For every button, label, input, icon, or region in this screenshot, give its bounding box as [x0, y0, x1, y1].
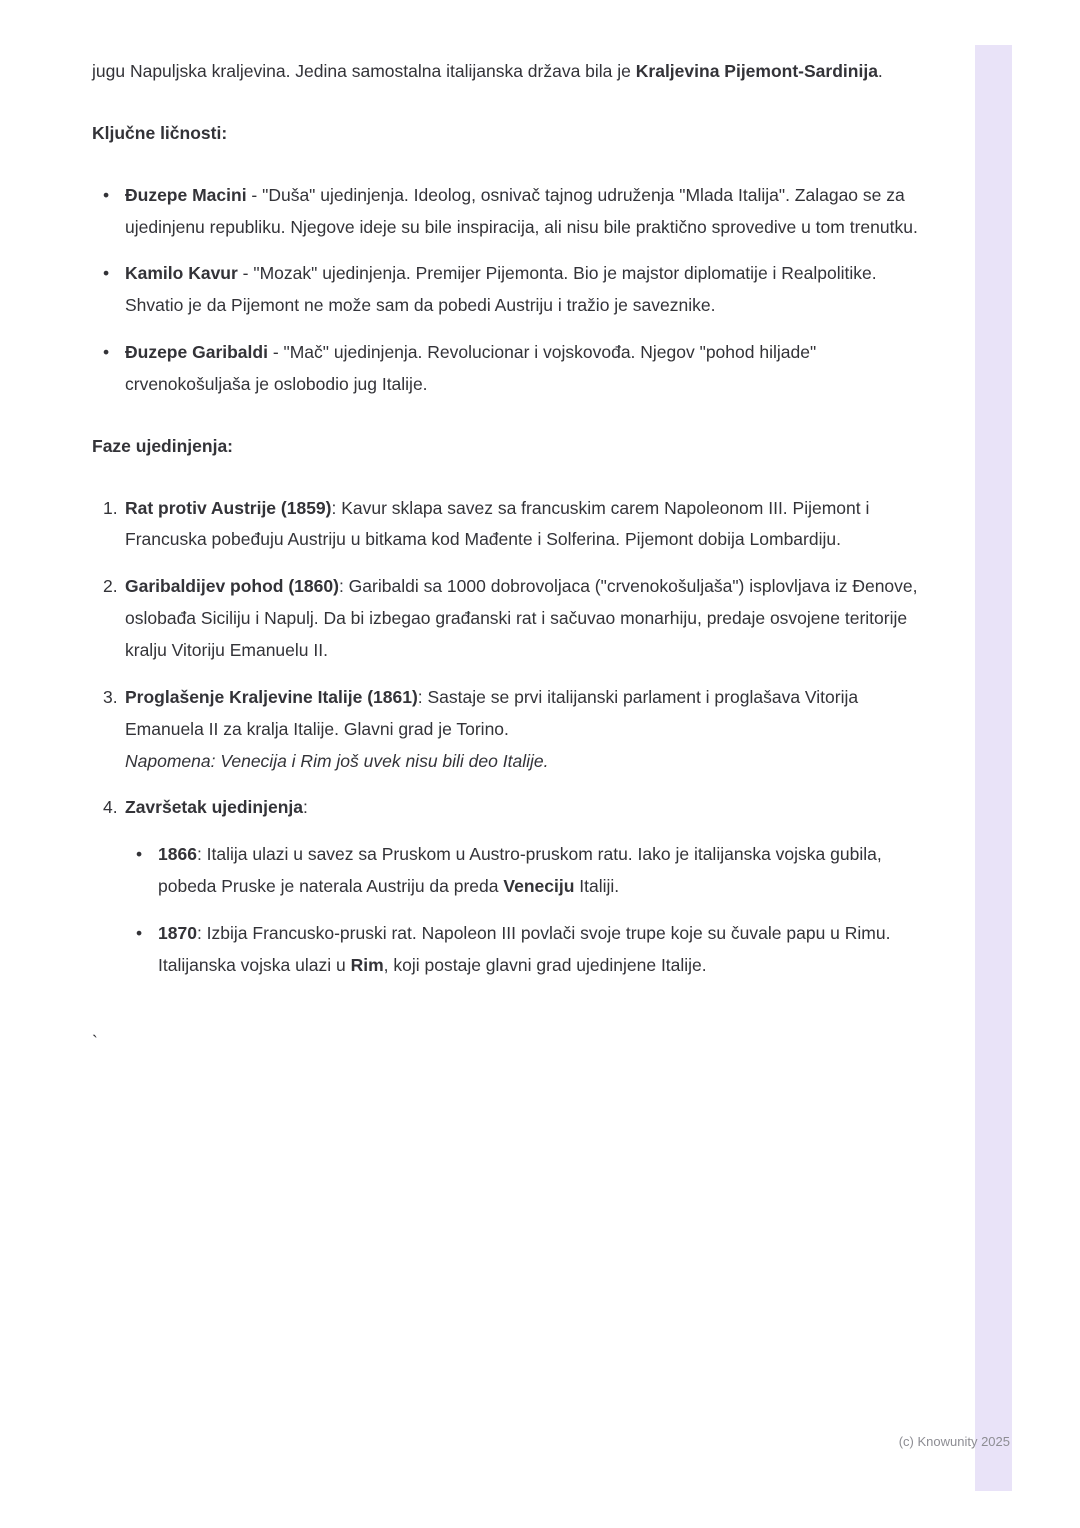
- numbered-item: [92, 493, 934, 557]
- text-segment-bold: Đuzepe Macini: [125, 184, 247, 205]
- text-segment: : Kavur sklapa savez sa francuskim carem Napoleonom III. Pijemont i Francuska pobeđuju Austriju u bitkama kod Mađente i Solferina. Pijemont dobija Lombardiju.: [125, 497, 870, 550]
- italic-note: Napomena: Venecija i Rim još uvek nisu bili deo Italije.: [125, 750, 549, 771]
- footer-credit: (c) Knowunity 2025: [898, 1434, 1010, 1449]
- text-segment: :: [303, 797, 308, 818]
- number-marker: 2.: [103, 576, 118, 597]
- text-segment: - "Duša" ujedinjenja. Ideolog, osnivač tajnog udruženja "Mlada Italija". Zalagao se za ujedinjenu republiku. Njegove ideje su bile inspiracija, ali nisu bile praktično sprovedive u tom trenutku.: [125, 184, 918, 237]
- number-marker: 4.: [103, 797, 118, 818]
- list-item-text: [125, 180, 934, 244]
- personalities-list: [92, 180, 934, 401]
- list-item-text: [158, 918, 934, 982]
- numbered-item: [92, 682, 934, 778]
- text-segment: : Izbija Francusko-pruski rat. Napoleon III povlači svoje trupe koje su čuvale papu u Rimu. Italijanska vojska ulazi u: [158, 922, 891, 975]
- text-segment-bold: Garibaldijev pohod (1860): [125, 576, 339, 597]
- intro-paragraph: [92, 56, 934, 88]
- document-content: [92, 56, 934, 1058]
- text-segment: .: [877, 61, 883, 81]
- stray-backtick: `: [92, 1031, 98, 1052]
- text-segment: : Garibaldi sa 1000 dobrovoljaca ("crvenokošuljaša") isplovljava iz Đenove, oslobađa Siciliju i Napulj. Da bi izbegao građanski rat i sačuvao monarhiju, predaje osvojene teritorije kralju Vitoriju Emanuelu II.: [125, 576, 918, 660]
- text-segment-bold: Rim: [350, 954, 384, 975]
- text-segment-bold: Završetak ujedinjenja: [125, 797, 303, 818]
- text-segment-bold: 1866: [158, 844, 197, 865]
- text-segment: Italiji.: [574, 876, 620, 897]
- numbered-item: [92, 571, 934, 667]
- list-item-text: [125, 682, 934, 778]
- list-item-text: [158, 839, 934, 903]
- text-segment: : Italija ulazi u savez sa Pruskom u Austro-pruskom ratu. Iako je italijanska vojska gubila, pobeda Pruske je naterala Austriju da preda: [158, 844, 882, 897]
- text-segment: - "Mač" ujedinjenja. Revolucionar i vojskovođa. Njegov "pohod hiljade" crvenokošuljaša je oslobodio jug Italije.: [125, 342, 817, 394]
- bullet-marker: [92, 337, 125, 401]
- list-item: [92, 337, 934, 401]
- list-item: [92, 180, 934, 244]
- list-item-text: [125, 337, 934, 401]
- final-phase-sublist: [125, 839, 934, 981]
- bullet-marker: [92, 258, 125, 322]
- phases-list: [92, 493, 934, 997]
- text-segment-bold: Kraljevina Pijemont-Sardinija: [635, 61, 878, 81]
- text-segment: , koji postaje glavni grad ujedinjene Italije.: [383, 954, 707, 975]
- list-item-text: [125, 493, 934, 557]
- sub-list-item: [125, 918, 934, 982]
- numbered-item: [92, 792, 934, 996]
- heading-unification-phases: Faze ujedinjenja:: [92, 435, 233, 456]
- right-accent-bar: [975, 45, 1012, 1491]
- text-segment-bold: Rat protiv Austrije (1859): [125, 497, 332, 518]
- text-segment-bold: 1870: [158, 922, 197, 943]
- bullet-marker: [92, 180, 125, 244]
- text-segment-bold: Kamilo Kavur: [125, 263, 238, 284]
- bullet-marker: [125, 918, 158, 982]
- text-segment-bold: Veneciju: [503, 876, 575, 897]
- bullet-marker: [125, 839, 158, 903]
- list-item-text: [125, 258, 934, 322]
- text-segment-bold: Đuzepe Garibaldi: [125, 342, 268, 363]
- list-item-text: [125, 571, 934, 667]
- text-segment: - "Mozak" ujedinjenja. Premijer Pijemonta. Bio je majstor diplomatije i Realpolitike. Shvatio je da Pijemont ne može sam da pobedi Austriju i tražio je saveznike.: [125, 263, 877, 316]
- list-item-text: [125, 792, 934, 996]
- sub-list-item: [125, 839, 934, 903]
- list-item: [92, 258, 934, 322]
- number-marker: 1.: [103, 497, 118, 518]
- heading-key-personalities: Ključne ličnosti:: [92, 122, 228, 143]
- text-segment: : Sastaje se prvi italijanski parlament i proglašava Vitorija Emanuela II za kralja Italije. Glavni grad je Torino.: [125, 686, 859, 739]
- number-marker: 3.: [103, 686, 118, 707]
- text-segment: jugu Napuljska kraljevina. Jedina samostalna italijanska država bila je: [92, 61, 636, 81]
- text-segment-bold: Proglašenje Kraljevine Italije (1861): [125, 686, 418, 707]
